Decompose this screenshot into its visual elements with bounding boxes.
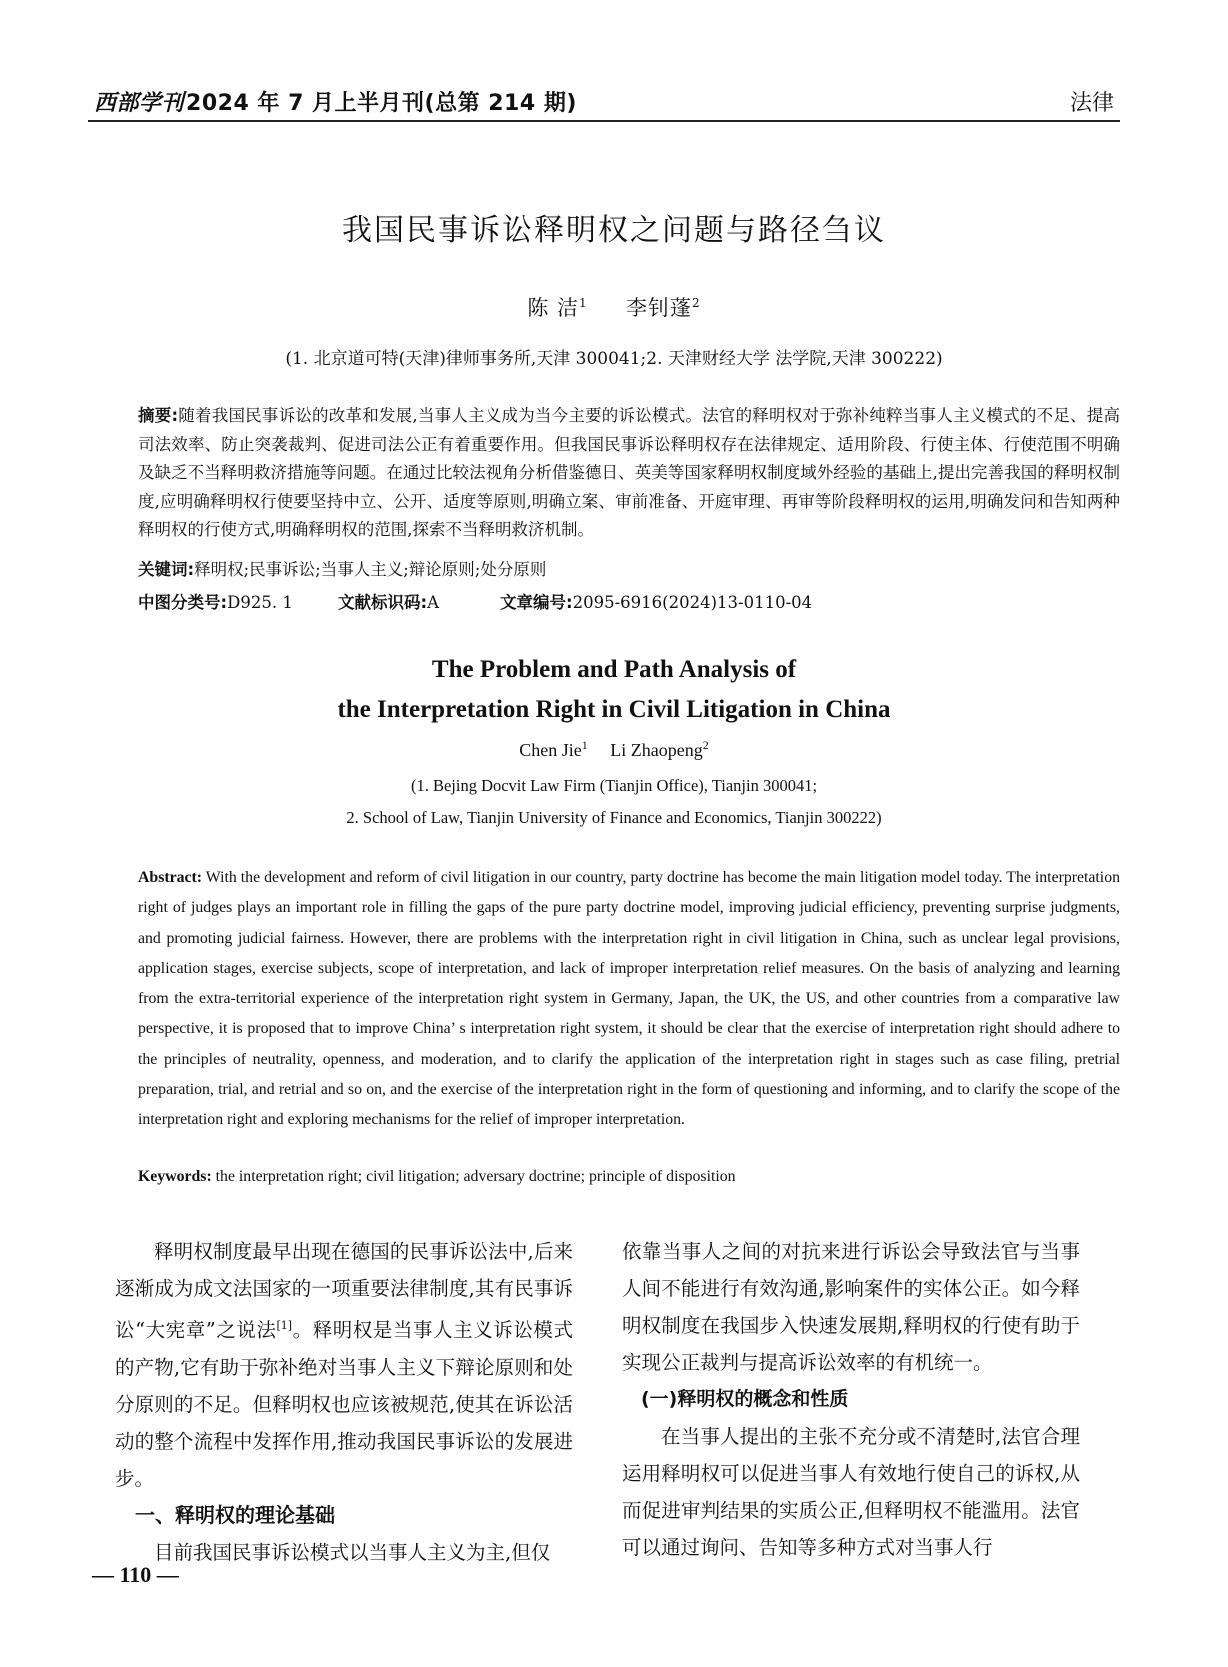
body-text: 。释明权是当事人主义诉讼模式的产物,它有助于弥补绝对当事人主义下辩论原则和处分原则的不足。但释明权也应该被规范,使其在诉讼活动的整个流程中发挥作用,推动我国民事诉讼的发展进步。 bbox=[115, 1318, 573, 1490]
author-affil-mark: 1 bbox=[581, 738, 588, 752]
title-en-line: The Problem and Path Analysis of bbox=[431, 656, 797, 683]
citation-ref[interactable]: [1] bbox=[276, 1319, 293, 1332]
doc-label: 文献标识码: bbox=[338, 593, 428, 612]
affil-en-line: (1. Bejing Docvit Law Firm (Tianjin Office), Tianjin 300041; bbox=[410, 776, 818, 795]
article-code bbox=[500, 589, 812, 613]
doc-value: A bbox=[427, 593, 440, 612]
keywords-cn-text: 释明权;民事诉讼;当事人主义;辩论原则;处分原则 bbox=[194, 560, 547, 579]
section-label: 法律 bbox=[1069, 91, 1114, 116]
affil-en-line: 2. School of Law, Tianjin University of Finance and Economics, Tianjin 300222) bbox=[346, 808, 882, 827]
author-name-en: Li Zhaopeng bbox=[610, 740, 703, 760]
keywords-en-label: Keywords: bbox=[138, 1168, 212, 1185]
authors-en bbox=[0, 738, 1228, 761]
author-affil-mark: 1 bbox=[579, 296, 588, 310]
body-paragraph: 在当事人提出的主张不充分或不清楚时,法官合理运用释明权可以促进当事人有效地行使自己的诉权,从而促进审判结果的实质公正,但释明权不能滥用。法官可以通过询问、告知等多种方式对当事人行 bbox=[622, 1425, 1080, 1559]
journal-info bbox=[94, 86, 577, 117]
article-label: 文章编号: bbox=[500, 593, 573, 612]
running-header bbox=[88, 80, 1120, 122]
article-value: 2095-6916(2024)13-0110-04 bbox=[572, 593, 813, 612]
author-name: 李钊蓬 bbox=[626, 296, 693, 320]
page-number: — 110 — bbox=[92, 1562, 179, 1587]
keywords-en-text: the interpretation right; civil litigation; adversary doctrine; principle of disposition bbox=[215, 1168, 736, 1185]
authors-cn bbox=[0, 292, 1228, 322]
body-paragraph: 依靠当事人之间的对抗来进行诉讼会导致法官与当事人间不能进行有效沟通,影响案件的实体公正。如今释明权制度在我国步入快速发展期,释明权的行使有助于实现公正裁判与提高诉讼效率的有机统一。 bbox=[622, 1240, 1080, 1374]
affiliations-cn: (1. 北京道可特(天津)律师事务所,天津 300041;2. 天津财经大学 法学院,天津 300222) bbox=[285, 349, 943, 369]
body-column-right bbox=[622, 1233, 1080, 1566]
abstract-cn-label: 摘要: bbox=[138, 406, 179, 425]
keywords-cn bbox=[138, 556, 1120, 580]
author-name: 陈 洁 bbox=[527, 296, 579, 320]
journal-logo: 西部学刊 bbox=[94, 90, 185, 116]
doc-code bbox=[338, 589, 439, 613]
body-text: 释明权制度最早出现在德国的民事诉讼法中,后来逐渐成为成文法国家的一项重要法律制度,其有民事诉讼“大宪章”之说法 bbox=[115, 1240, 573, 1342]
clc-value: D925. 1 bbox=[227, 593, 293, 612]
body-paragraph: 目前我国民事诉讼模式以当事人主义为主,但仅 bbox=[154, 1540, 551, 1564]
body-paragraph bbox=[115, 1233, 573, 1497]
title-en-line: the Interpretation Right in Civil Litigation in China bbox=[337, 696, 891, 723]
clc-label: 中图分类号: bbox=[138, 593, 228, 612]
keywords-en bbox=[138, 1168, 1120, 1186]
affiliations-en bbox=[0, 770, 1228, 834]
author-name-en: Chen Jie bbox=[519, 740, 582, 760]
body-column-left bbox=[115, 1233, 573, 1571]
keywords-cn-label: 关键词: bbox=[138, 560, 195, 579]
paper-title-cn: 我国民事诉讼释明权之问题与路径刍议 bbox=[342, 213, 886, 248]
abstract-en bbox=[138, 863, 1120, 1136]
clc-code bbox=[138, 589, 293, 613]
author-affil-mark: 2 bbox=[692, 296, 701, 310]
author-affil-mark: 2 bbox=[702, 738, 709, 752]
abstract-cn bbox=[138, 402, 1120, 545]
abstract-en-text: With the development and reform of civil litigation in our country, party doctrine has become the main litigation model today. The interpretation right of judges plays an important role in filling the gaps of the pure party doctrine model, improving judicial efficiency, preventing surprise judgments, and promoting judicial fairness. However, there are problems with the interpretation right in civil litigation in China, such as unclear legal provisions, application stages, exercise subjects, scope of interpretation, and lack of improper interpretation relief measures. On the basis of analyzing and learning from the extra-territorial experience of the interpretation right system in Germany, Japan, the UK, the US, and other countries from a comparative law perspective, it is proposed that to improve China’ s interpretation right system, it should be clear that the exercise of interpretation right should adhere to the principles of neutrality, openness, and moderation, and to clarify the application of the interpretation right in stages such as case filing, pretrial preparation, trial, and retrial and so on, and the exercise of the interpretation right in the form of questioning and informing, and to clarify the scope of the interpretation right and exploring mechanisms for the relief of improper interpretation. bbox=[138, 869, 1120, 1129]
paper-title-en bbox=[0, 650, 1228, 730]
abstract-cn-text: 随着我国民事诉讼的改革和发展,当事人主义成为当今主要的诉讼模式。法官的释明权对于弥补纯粹当事人主义模式的不足、提高司法效率、防止突袭裁判、促进司法公正有着重要作用。但我国民事诉讼释明权存在法律规定、适用阶段、行使主体、行使范围不明确及缺乏不当释明救济措施等问题。在通过比较法视角分析借鉴德日、英美等国家释明权制度域外经验的基础上,提出完善我国的释明权制度,应明确释明权行使要坚持中立、公开、适度等原则,明确立案、审前准备、开庭审理、再审等阶段释明权的运用,明确发问和告知两种释明权的行使方式,明确释明权的范围,探索不当释明救济机制。 bbox=[138, 406, 1120, 539]
abstract-en-label: Abstract: bbox=[138, 869, 203, 886]
issue-info: 2024 年 7 月上半月刊(总第 214 期) bbox=[186, 91, 577, 116]
subsection-heading: (一)释明权的概念和性质 bbox=[641, 1388, 849, 1410]
section-heading: 一、释明权的理论基础 bbox=[135, 1502, 335, 1527]
